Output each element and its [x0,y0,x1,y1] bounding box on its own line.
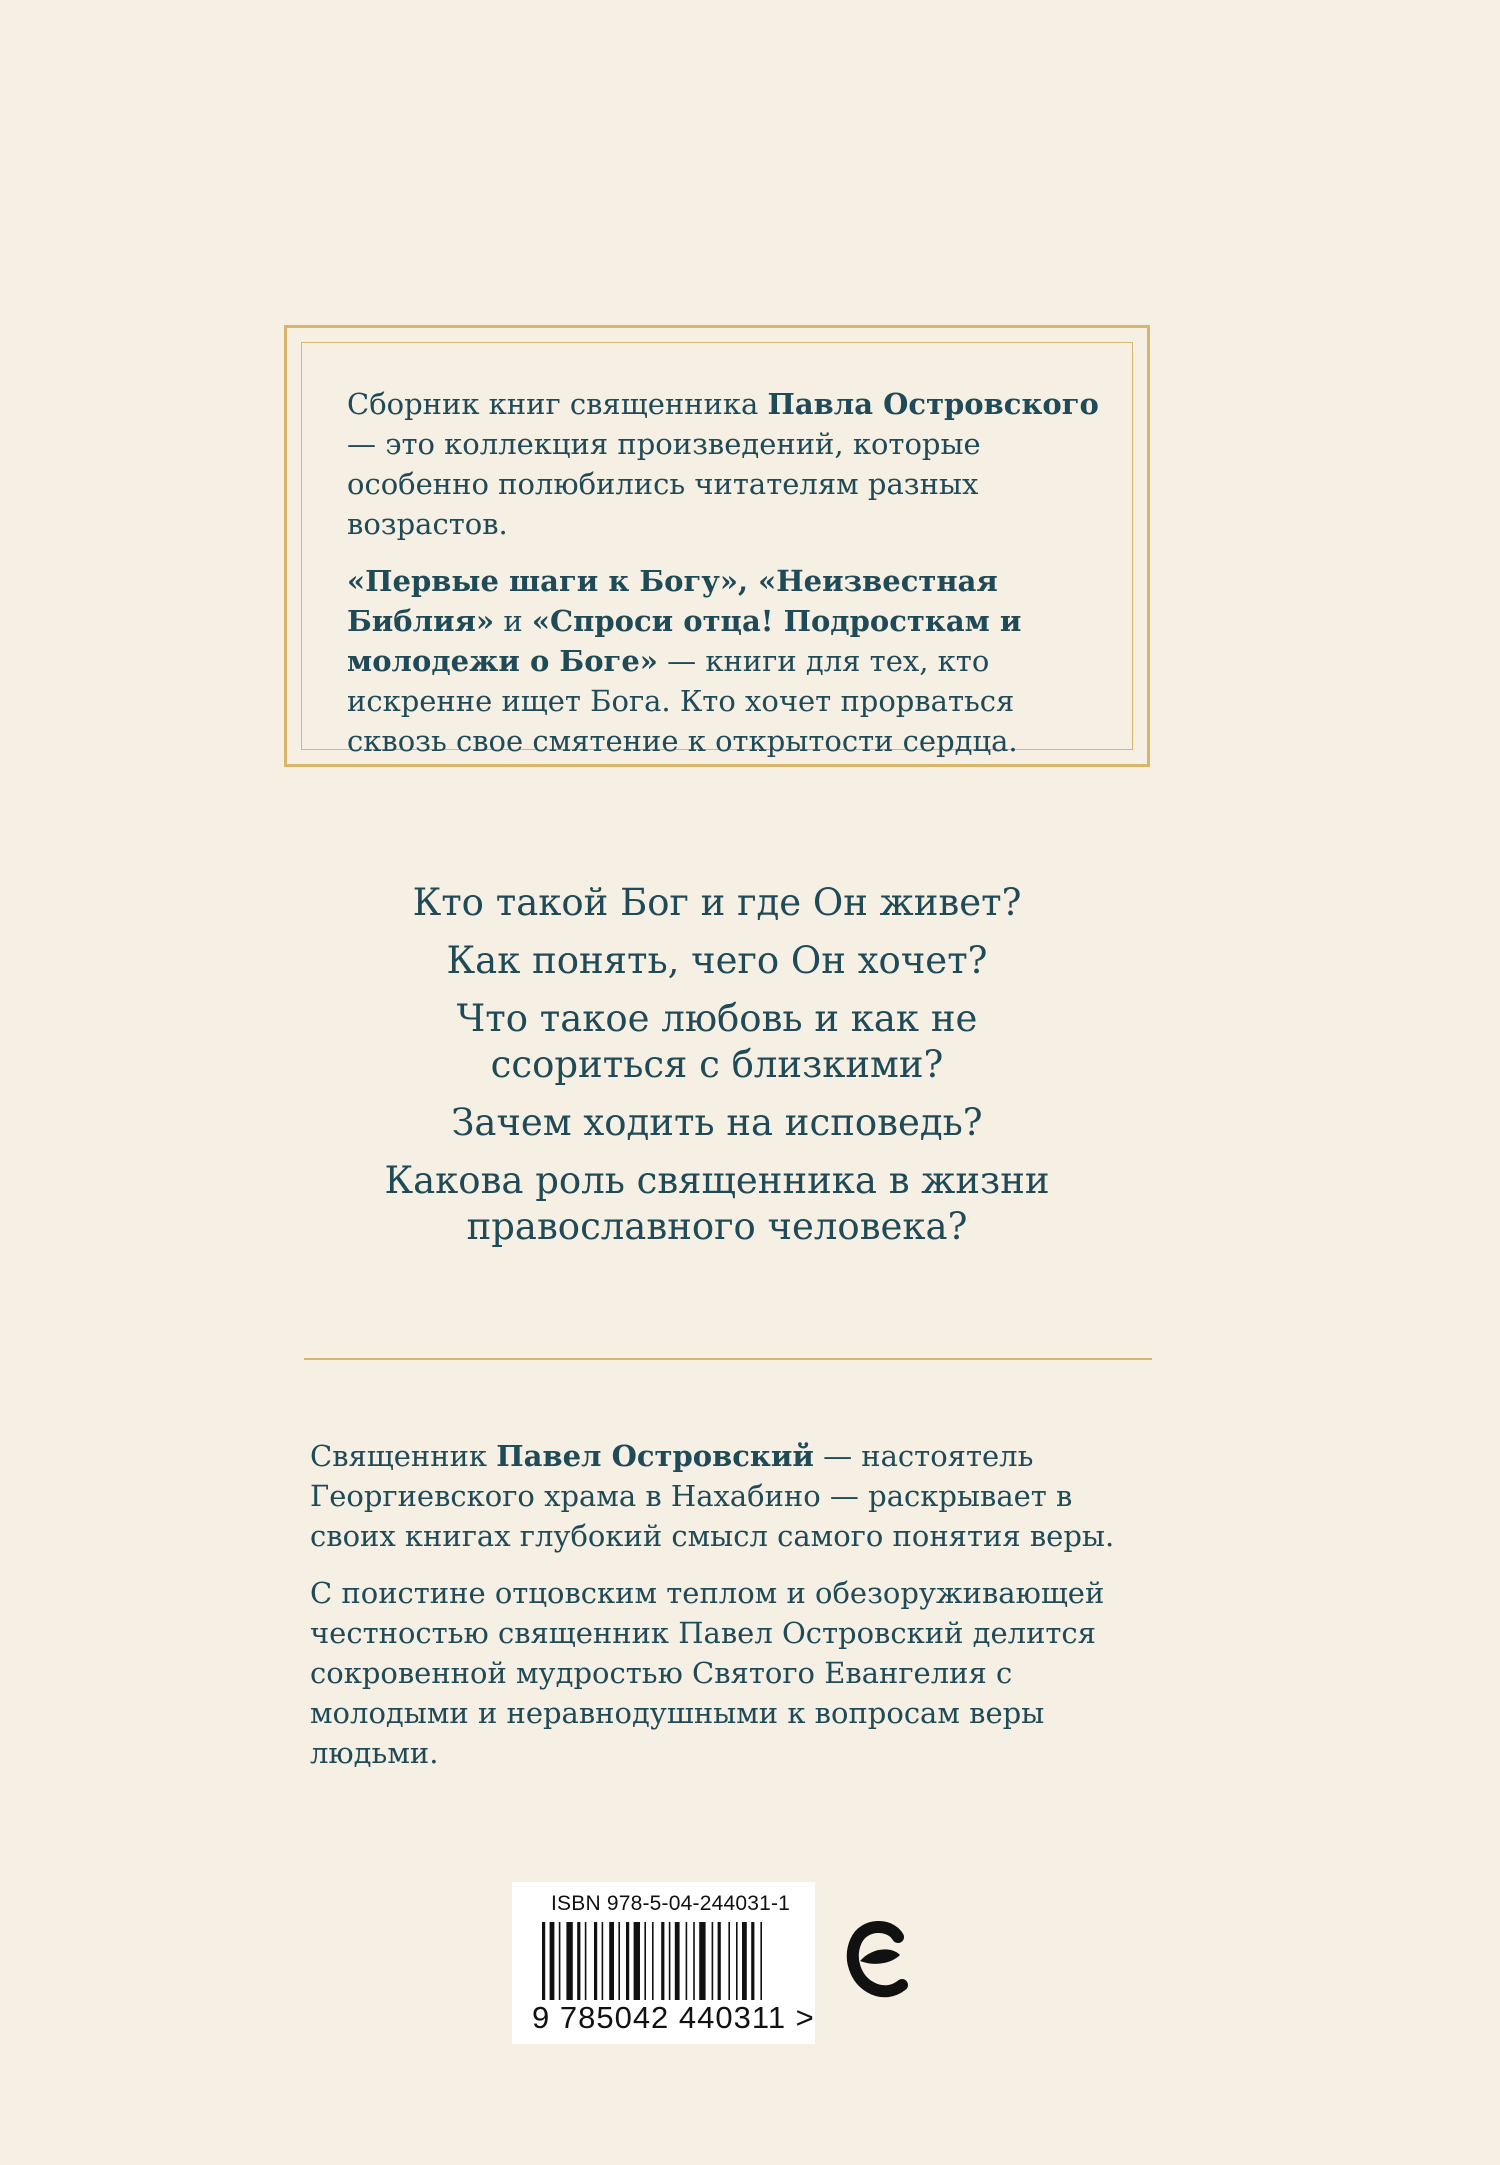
about-paragraph-2: С поистине отцовским теплом и обезоруживающей честностью священник Павел Островский делится сокровенной мудростью Святого Евангелия с молодыми и неравнодушными к вопросам веры людьми. [310,1576,1105,1770]
intro-p2-titles-1: «Первые шаги к Богу», «Неизвестная Библия» [347,564,998,638]
about-p1-author: Павел Островский [496,1439,814,1473]
questions-list [284,880,1150,1262]
barcode-digits: 9 785042 440311 > [532,2000,815,2035]
intro-p2-post: — книги для тех, кто искренне ищет Бога. Кто хочет прорваться сквозь свое смятение к открытости сердца. [347,644,1018,758]
barcode-bar [693,1922,695,2000]
barcode-bar [609,1922,614,2000]
barcode-bars [542,1922,792,2000]
question-1: Кто такой Бог и где Он живет? [412,881,1022,924]
section-divider [304,1358,1152,1360]
barcode-bar [669,1922,671,2000]
publisher-logo-icon [846,1915,912,2007]
isbn-label: ISBN 978-5-04-244031-1 [551,1892,791,1915]
barcode-bar [602,1922,604,2000]
intro-paragraph-1 [347,384,1107,544]
intro-p1-pre: Сборник книг священника [347,387,768,421]
about-author [310,1436,1150,1790]
question-4: Зачем ходить на исповедь? [451,1101,983,1144]
intro-p2-titles-2: «Спроси отца! Подросткам и молодежи о Боге» [347,604,1022,678]
barcode-bar [760,1922,762,2000]
barcode-bar [550,1922,555,2000]
barcode-bar [618,1922,620,2000]
barcode-bar [736,1922,738,2000]
barcode-bar [566,1922,572,2000]
barcode-bar [675,1922,680,2000]
intro-paragraph-2 [347,561,1107,761]
barcode-box [512,1882,815,2044]
barcode-bar [626,1922,629,2000]
about-p1-pre: Священник [310,1439,497,1473]
barcode-bar [712,1922,714,2000]
barcode-bar [742,1922,747,2000]
barcode-bar [686,1922,688,2000]
barcode-bar [751,1922,754,2000]
intro-frame [284,325,1150,767]
barcode-bar [718,1922,721,2000]
about-p1-post: — настоятель Георгиевского храма в Нахабино — раскрывает в своих книгах глубокий смысл самого понятия веры. [310,1439,1115,1553]
barcode-bar [634,1922,640,2000]
barcode-bar [728,1922,730,2000]
question-2: Как понять, чего Он хочет? [446,939,988,982]
question-5: Какова роль священника в жизни православного человека? [384,1159,1050,1248]
intro-text [347,384,1107,778]
intro-p2-mid: и [494,604,532,638]
intro-p1-author: Павла Островского [767,387,1099,421]
barcode-bar [585,1922,587,2000]
barcode-bar [577,1922,580,2000]
barcode-bar [542,1922,545,2000]
barcode-bar [661,1922,664,2000]
about-paragraph-1 [310,1436,1150,1556]
barcode-bar [699,1922,705,2000]
question-3: Что такое любовь и как не ссориться с близкими? [456,997,978,1086]
barcode-bar [652,1922,654,2000]
intro-p1-post: — это коллекция произведений, которые особенно полюбились читателям разных возрастов. [347,427,981,541]
barcode-bar [559,1922,561,2000]
barcode-bar [644,1922,646,2000]
barcode-bar [594,1922,597,2000]
